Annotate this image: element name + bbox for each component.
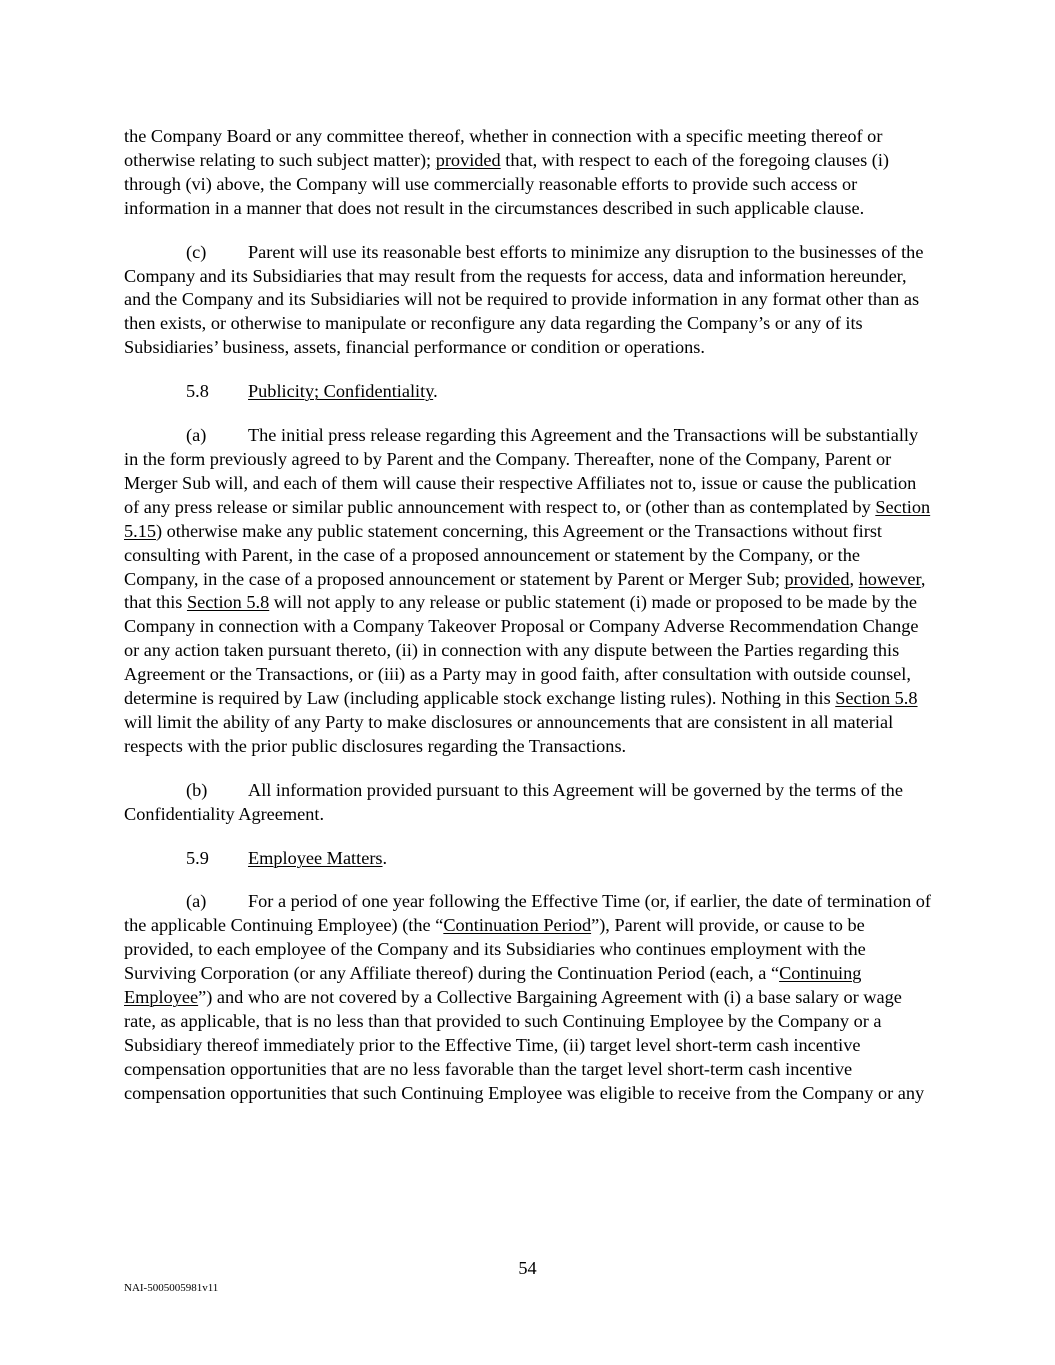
paragraph-b-confidentiality: (b) All information provided pursuant to this Agreement will be governed by the terms of the Confidentiality Agreement.	[124, 779, 903, 824]
section-heading-5-9: 5.9 Employee Matters.	[186, 847, 934, 871]
defined-term-provided: provided	[435, 149, 501, 170]
document-body	[124, 125, 934, 1126]
clause-marker: (a)	[186, 891, 207, 912]
section-number: 5.8	[186, 381, 209, 402]
section-title: Employee Matters	[248, 847, 383, 868]
paragraph-a-press-release: (a) The initial press release regarding this Agreement and the Transactions will be substantially in the form previously agreed to by Parent and the Company. Thereafter, none of the Company, Parent or Merger Sub will, and each of them will cause their respective Affiliates not to, issue or cause the publication of any press release or similar public announcement with respect to, or (other than as contemplated by Section 5.15) otherwise make any public statement concerning, this Agreement or the Transactions without first consulting with Parent, in the case of a proposed announcement or statement by the Company, or the Company, in the case of a proposed announcement or statement by Parent or Merger Sub; provided, however, that this Section 5.8 will not apply to any release or public statement (i) made or proposed to be made by the Company in connection with a Company Takeover Proposal or Company Adverse Recommendation Change or any action taken pursuant thereto, (ii) in connection with any dispute between the Parties regarding this Agreement or the Transactions, or (iii) as a Party may in good faith, after consultation with outside counsel, determine is required by Law (including applicable stock exchange listing rules). Nothing in this Section 5.8 will limit the ability of any Party to make disclosures or announcements that are consistent in all material respects with the prior public disclosures regarding the Transactions.	[124, 425, 931, 756]
paragraph-c-disruption: (c) Parent will use its reasonable best efforts to minimize any disruption to the businesses of the Company and its Subsidiaries that may result from the requests for access, data and information hereunder, and the Company and its Subsidiaries will not be required to provide information in any format other than as then exists, or otherwise to manipulate or reconfigure any data regarding the Company’s or any of its Subsidiaries’ business, assets, financial performance or condition or operations.	[124, 241, 924, 358]
defined-term-continuation-period: Continuation Period	[443, 915, 592, 936]
paragraph-a-continuation-period: (a) For a period of one year following the Effective Time (or, if earlier, the date of termination of the applicable Continuing Employee) (the “Continuation Period”), Parent will provide, or cause to be provided, to each employee of the Company and its Subsidiaries who continues employment with the Surviving Corporation (or any Affiliate thereof) during the Continuation Period (each, a “Continuing Employee”) and who are not covered by a Collective Bargaining Agreement with (i) a base salary or wage rate, as applicable, that is no less than that provided to such Continuing Employee by the Company or a Subsidiary thereof immediately prior to the Effective Time, (ii) target level short-term cash incentive compensation opportunities that are no less favorable than the target level short-term cash incentive compensation opportunities that such Continuing Employee was eligible to receive from the Company or any	[124, 891, 932, 1103]
defined-term-however: however	[858, 568, 921, 589]
clause-marker: (a)	[186, 425, 207, 446]
page-number: 54	[518, 1258, 537, 1278]
clause-marker: (c)	[186, 241, 207, 262]
defined-term-continuing-employee: Continuing Employee	[124, 963, 862, 1008]
paragraph-continued: the Company Board or any committee thereof, whether in connection with a specific meeting thereof or otherwise relating to such subject matter); provided that, with respect to each of the foregoing clauses (i) through (vi) above, the Company will use commercially reasonable efforts to provide such access or information in a manner that does not result in the circumstances described in such applicable clause.	[124, 126, 890, 218]
clause-marker: (b)	[186, 779, 208, 800]
document-id: NAI-5005005981v11	[124, 1282, 219, 1294]
cross-reference-section-5-8: Section 5.8	[186, 592, 270, 613]
section-title: Publicity; Confidentiality	[248, 381, 434, 402]
section-heading-5-8: 5.8 Publicity; Confidentiality.	[186, 380, 934, 404]
cross-reference-section-5-8: Section 5.8	[835, 688, 918, 709]
defined-term-provided: provided	[784, 568, 850, 589]
section-number: 5.9	[186, 847, 209, 868]
cross-reference-section-5-15: Section 5.15	[124, 496, 931, 541]
